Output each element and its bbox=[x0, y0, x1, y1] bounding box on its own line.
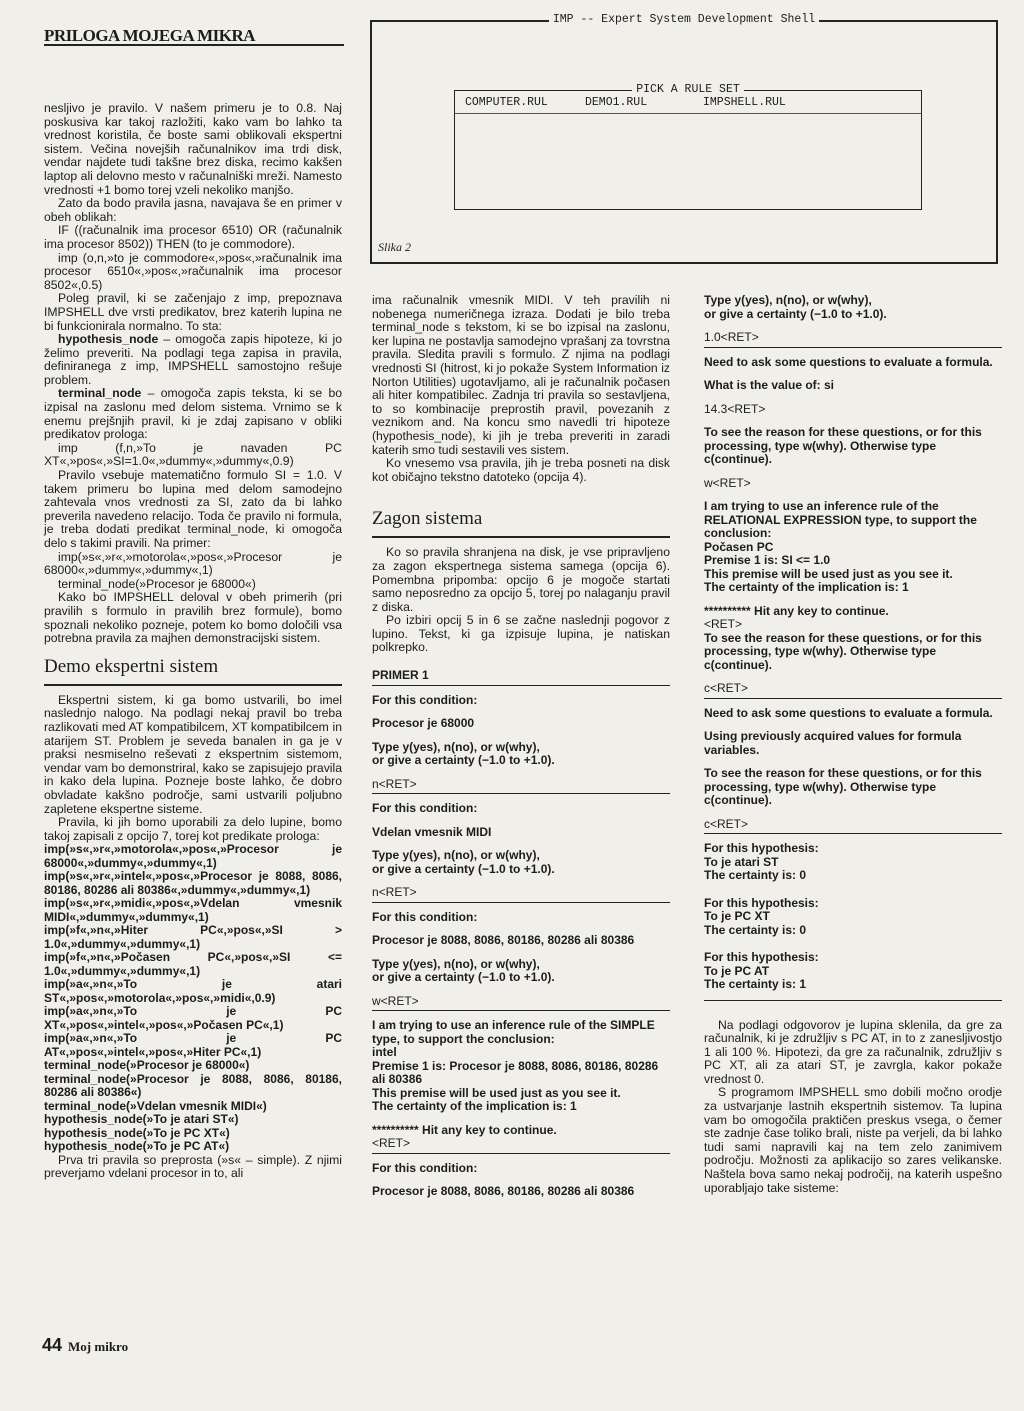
code-line: hypothesis_node(»To je atari ST«) bbox=[44, 1112, 239, 1127]
user-answer: c<RET> bbox=[704, 681, 749, 695]
condition-label: For this condition: bbox=[372, 909, 478, 924]
paragraph: Ko vnesemo vsa pravila, jih je treba posneti na disk kot običajno tekstno datoteko (opcija 4). bbox=[372, 456, 670, 484]
used-text: This premise will be used just as you see it. bbox=[704, 566, 953, 581]
file-item[interactable]: IMPSHELL.RUL bbox=[703, 96, 786, 109]
used-text: This premise will be used just as you see it. bbox=[372, 1085, 621, 1100]
paragraph: Po izbiri opcij 5 in 6 se začne naslednji pogovor z lupino. Tekst, ki ga izpisuje lupina, je natiskan polkrepko. bbox=[372, 613, 670, 655]
file-list bbox=[465, 96, 786, 109]
condition-label: For this condition: bbox=[372, 692, 478, 707]
prompt-line: or give a certainty (−1.0 to +1.0). bbox=[372, 970, 555, 985]
condition-text: Procesor je 8088, 8086, 80186, 80286 ali 80386 bbox=[372, 1184, 635, 1199]
condition-label: For this condition: bbox=[372, 801, 478, 816]
hypothesis-certainty: The certainty is: 0 bbox=[704, 868, 807, 882]
heading-rule bbox=[372, 536, 670, 538]
column-1 bbox=[44, 102, 342, 1181]
section-label: PRILOGA MOJEGA MIKRA bbox=[44, 26, 256, 45]
paragraph: Pravilo vsebuje matematično formulo SI = 1.0. V takem primeru bo lupina med delom samodejno zahtevala vnos vrednosti za SI, zato da bi lahko preverila navedeno relacijo. Toda če pravilo ni formula, je treba dodati predikat terminal_node, ki omogoča delo s takimi pravili. Na primer: bbox=[44, 468, 342, 550]
dialog-transcript-cont bbox=[704, 294, 1002, 992]
paragraph: hypothesis_node – omogoča zapis hipoteze, ki jo želimo preveriti. Na podlagi tega zapisa in pravila, definiranega z imp, IMPSHELL samostojno rešuje problem. bbox=[44, 332, 342, 387]
code-line: imp(»a«,»n«,»To je PC AT«,»pos«,»intel«,»pos«,»Hiter PC«,1) bbox=[44, 1031, 342, 1059]
paragraph: Zato da bodo pravila jasna, navajava še en primer v obeh oblikah: bbox=[44, 196, 342, 224]
paragraph: Kako bo IMPSHELL deloval v obeh primerih (pri pravilih s formulo in pravilih brez formule), bomo spoznali nekoliko pozneje, potem ko bomo določili vsa potrebna pravila za majhen demonstracijski sistem. bbox=[44, 590, 342, 646]
column-3 bbox=[704, 294, 1002, 1195]
heading-rule bbox=[44, 684, 342, 686]
code-line: imp(»a«,»n«,»To je atari ST«,»pos«,»motorola«,»pos«,»midi«,0.9) bbox=[44, 977, 342, 1005]
code-line: hypothesis_node(»To je PC XT«) bbox=[44, 1125, 230, 1140]
hypothesis-certainty: The certainty is: 0 bbox=[704, 922, 807, 937]
code-line: imp(»s«,»r«,»motorola«,»pos«,»Procesor je 68000«,»dummy«,»dummy«,1) bbox=[44, 842, 342, 870]
term: terminal_node bbox=[58, 386, 142, 401]
term: hypothesis_node bbox=[58, 332, 159, 347]
paragraph: Poleg pravil, ki se začenjajo z imp, prepoznava IMPSHELL dve vrsti predikatov, brez katerih lupina ne bi funkcionirala normalno. To sta: bbox=[44, 291, 342, 333]
user-answer: c<RET> bbox=[704, 816, 749, 831]
prompt-line: Type y(yes), n(no), or w(why), bbox=[704, 293, 872, 307]
condition-text: Procesor je 8088, 8086, 80186, 80286 ali 80386 bbox=[372, 933, 635, 948]
paragraph: Ko so pravila shranjena na disk, je vse pripravljeno za zagon ekspertnega sistema samega (opcija 6). Pomembna pripomba: opcijo 6 je mogoče startati samo neposredno za opcijo 5, torej po nalaganju pravil z diska. bbox=[372, 545, 670, 614]
code-line: hypothesis_node(»To je PC AT«) bbox=[44, 1139, 230, 1154]
trying-text: I am trying to use an inference rule of the RELATIONAL EXPRESSION type, to support the conclusion: bbox=[704, 499, 977, 540]
paragraph: imp (o,n,»to je commodore«,»pos«,»računalnik ima procesor 6510«,»pos«,»računalnik ima procesor 8502«,0.5) bbox=[44, 250, 342, 292]
conclusion: Počasen PC bbox=[704, 539, 774, 554]
prompt-line: or give a certainty (−1.0 to +1.0). bbox=[704, 306, 887, 321]
paragraph: ima računalnik vmesnik MIDI. V teh pravilih ni nobenega numeričnega izraza. Dodati je bilo treba terminal_node s tekstom, ki se bo izpisal na zaslonu, ker lupina ne postavlja samodejno vprašanj za tovrstna pravila. Sledita pravili s formulo. Z njima na podlagi vrednosti SI (hitrost, ki jo pokaže System Information iz Norton Utilities) ugotavljamo, ali je računalnik počasen ali hiter kompatibilec. Zadnja tri pravila so sestavljena, to so kombinacije preprostih pravil, povezanih z veznikom and. Na koncu smo navedli tri hipoteze (hypothesis_node), ki jih je treba preveriti in zaradi katerih smo tudi sestavili ves sistem. bbox=[372, 293, 670, 457]
conclusion: intel bbox=[372, 1045, 397, 1060]
magazine-name: Moj mikro bbox=[68, 1339, 129, 1354]
code-line: imp(»a«,»n«,»To je PC XT«,»pos«,»intel«,»pos«,»Počasen PC«,1) bbox=[44, 1004, 342, 1032]
prompt-line: or give a certainty (−1.0 to +1.0). bbox=[372, 753, 555, 768]
reason-text: To see the reason for these questions, or for this processing, type w(why). Otherwise type c(continue). bbox=[704, 425, 982, 466]
hypothesis: To je PC AT bbox=[704, 963, 770, 978]
figure-caption: Slika 2 bbox=[378, 240, 411, 254]
certainty-text: The certainty of the implication is: 1 bbox=[372, 1099, 577, 1114]
example-title: PRIMER 1 bbox=[372, 668, 429, 683]
code-line: terminal_node(»Vdelan vmesnik MIDI«) bbox=[44, 1098, 267, 1113]
file-item[interactable]: COMPUTER.RUL bbox=[465, 96, 548, 109]
user-answer: 14.3<RET> bbox=[704, 401, 766, 416]
question: What is the value of: si bbox=[704, 378, 835, 392]
user-answer: n<RET> bbox=[372, 776, 417, 791]
picker-panel bbox=[455, 113, 921, 210]
paragraph: terminal_node(»Procesor je 68000«) bbox=[58, 576, 256, 591]
paragraph: Pravila, ki jih bomo uporabili za delo lupine, bomo takoj zapisali z opcijo 7, torej kot predikate prologa: bbox=[44, 815, 342, 843]
reason-text: To see the reason for these questions, or for this processing, type w(why). Otherwise type c(continue). bbox=[704, 766, 982, 807]
page-number: 44 bbox=[42, 1335, 63, 1355]
need-text: Need to ask some questions to evaluate a formula. bbox=[704, 705, 993, 720]
condition-label: For this condition: bbox=[372, 1160, 478, 1175]
condition-text: Vdelan vmesnik MIDI bbox=[372, 824, 492, 839]
hypothesis: To je PC XT bbox=[704, 909, 770, 923]
section-heading: Zagon sistema bbox=[372, 508, 483, 530]
header-rule bbox=[44, 44, 344, 46]
premise: Premise 1 is: Procesor je 8088, 8086, 80186, 80286 ali 80386 bbox=[372, 1058, 659, 1087]
code-line: imp(»f«,»n«,»Hiter PC«,»pos«,»SI > 1.0«,»dummy«,»dummy«,1) bbox=[44, 923, 342, 951]
paragraph: Prva tri pravila so preprosta (»s« – simple). Z njimi preverjamo vdelani procesor in to, ali bbox=[44, 1152, 342, 1181]
reason-text: To see the reason for these questions, or for this processing, type w(why). Otherwise type c(continue). bbox=[704, 630, 982, 672]
page-footer bbox=[42, 1335, 128, 1356]
code-line: terminal_node(»Procesor je 8088, 8086, 80186, 80286 ali 80386«) bbox=[44, 1071, 342, 1100]
using-text: Using previously acquired values for formula variables. bbox=[704, 729, 962, 757]
code-line: terminal_node(»Procesor je 68000«) bbox=[44, 1058, 250, 1073]
continue-line: ********** Hit any key to continue. bbox=[704, 603, 889, 618]
code-line: imp(»f«,»n«,»Počasen PC«,»pos«,»SI <= 1.0«,»dummy«,»dummy«,1) bbox=[44, 950, 342, 978]
hypothesis-certainty: The certainty is: 1 bbox=[704, 977, 807, 991]
prompt-line: or give a certainty (−1.0 to +1.0). bbox=[372, 861, 555, 876]
paragraph: Ekspertni sistem, ki ga bomo ustvarili, bo imel naslednjo nalogo. Na podlagi nekaj pravil bo treba razlikovati med AT kompatibilcem, XT kompatibilcem in atarijem ST. Problem je seveda banalen in ga je v praksi nesmiselno reševati z ekspertnim sistemom, vendar vam bo demonstriral, kako se zapisujejo pravila in kako dela lupina. Pozneje boste lahko, če dobro obvladate kakšno področje, sami ustvarili poljubno zapletene ekspertne sisteme. bbox=[44, 692, 342, 816]
rule-set-picker bbox=[454, 83, 922, 210]
screen-figure bbox=[370, 13, 998, 264]
premise: Premise 1 is: SI <= 1.0 bbox=[704, 553, 831, 567]
prompt-line: Type y(yes), n(no), or w(why), bbox=[372, 739, 540, 754]
hypothesis-label: For this hypothesis: bbox=[704, 895, 819, 910]
file-item[interactable]: DEMO1.RUL bbox=[585, 96, 648, 109]
prompt-line: Type y(yes), n(no), or w(why), bbox=[372, 848, 540, 863]
prompt-line: Type y(yes), n(no), or w(why), bbox=[372, 956, 540, 971]
paragraph: imp(»s«,»r«,»motorola«,»pos«,»Procesor je 68000«,»dummy«,»dummy«,1) bbox=[44, 549, 342, 578]
continue-line: ********** Hit any key to continue. bbox=[372, 1122, 557, 1137]
user-answer: <RET> bbox=[704, 617, 743, 631]
user-answer: w<RET> bbox=[704, 475, 751, 490]
paragraph: IF ((računalnik ima procesor 6510) OR (računalnik ima procesor 8502)) THEN (to je commodore). bbox=[44, 223, 342, 251]
hypothesis: To je atari ST bbox=[704, 854, 779, 869]
paragraph: Na podlagi odgovorov je lupina sklenila, da gre za računalnik, ki je združljiv s PC AT, in to z zanesljivostjo 1 ali 100 %. Hipotezi, da gre za računalnik, združljiv s PC XT, ali za atari ST, je zavrgla, kakor pokaže vrednost 0. bbox=[704, 1017, 1002, 1086]
section-heading: Demo ekspertni sistem bbox=[44, 655, 219, 677]
paragraph: imp (f,n,»To je navaden PC XT«,»pos«,»SI=1.0«,»dummy«,»dummy«,0.9) bbox=[44, 440, 342, 469]
user-answer: 1.0<RET> bbox=[704, 330, 759, 344]
column-2 bbox=[372, 294, 670, 1199]
prolog-code bbox=[44, 843, 342, 1154]
certainty-text: The certainty of the implication is: 1 bbox=[704, 580, 909, 594]
paragraph: nesljivo je pravilo. V našem primeru je to 0.8. Naj poskusiva kar takoj razložiti, kako vam bo lahko ta vrednost koristila, če boste sami oblikovali ekspertni sistem. Večina novejših računalnikov ima trdi disk, vendar najdete tudi takšne brez diska, recimo kakšen laptop ali delovno mesto v računalniški mreži. Namesto vrednosti +1 bomo torej vzeli nekoliko manjšo. bbox=[44, 101, 342, 197]
user-answer: <RET> bbox=[372, 1136, 411, 1151]
need-text: Need to ask some questions to evaluate a formula. bbox=[704, 354, 993, 369]
user-answer: w<RET> bbox=[372, 993, 419, 1008]
paragraph: S programom IMPSHELL smo dobili močno orodje za ustvarjanje lastnih ekspertnih sistemov. Ta lupina vam bo omogočila praktičen preskus vsega, o čemer ste zadnje čase toliko brali, niste pa verjeli, da bi lahko tudi sami napravili kaj na tem zelo zanimivem področju. Možnosti za aplikacijo so zares velikanske. Naštela bova samo nekaj področij, na katerih uspešno uporabljajo take sisteme: bbox=[704, 1085, 1002, 1195]
hypothesis-label: For this hypothesis: bbox=[704, 841, 819, 855]
paragraph: terminal_node – omogoča zapis teksta, ki se bo izpisal na zaslonu med delom sistema. Vrnimo se k enemu prejšnjih pravil, ki je zdaj zapisano v obliki predikatov prologa: bbox=[44, 386, 342, 442]
user-answer: n<RET> bbox=[372, 885, 417, 900]
hypothesis-label: For this hypothesis: bbox=[704, 950, 819, 964]
screen-title: IMP -- Expert System Development Shell bbox=[372, 13, 996, 26]
dialog-transcript bbox=[372, 669, 670, 1199]
code-line: imp(»s«,»r«,»intel«,»pos«,»Procesor je 8088, 8086, 80186, 80286 ali 80386«,»dummy«,»dummy«,1) bbox=[44, 869, 342, 897]
trying-text: I am trying to use an inference rule of the SIMPLE type, to support the conclusion: bbox=[372, 1018, 655, 1046]
picker-title: PICK A RULE SET bbox=[455, 83, 921, 96]
condition-text: Procesor je 68000 bbox=[372, 716, 475, 731]
code-line: imp(»s«,»r«,»midi«,»pos«,»Vdelan vmesnik MIDI«,»dummy«,»dummy«,1) bbox=[44, 896, 342, 924]
